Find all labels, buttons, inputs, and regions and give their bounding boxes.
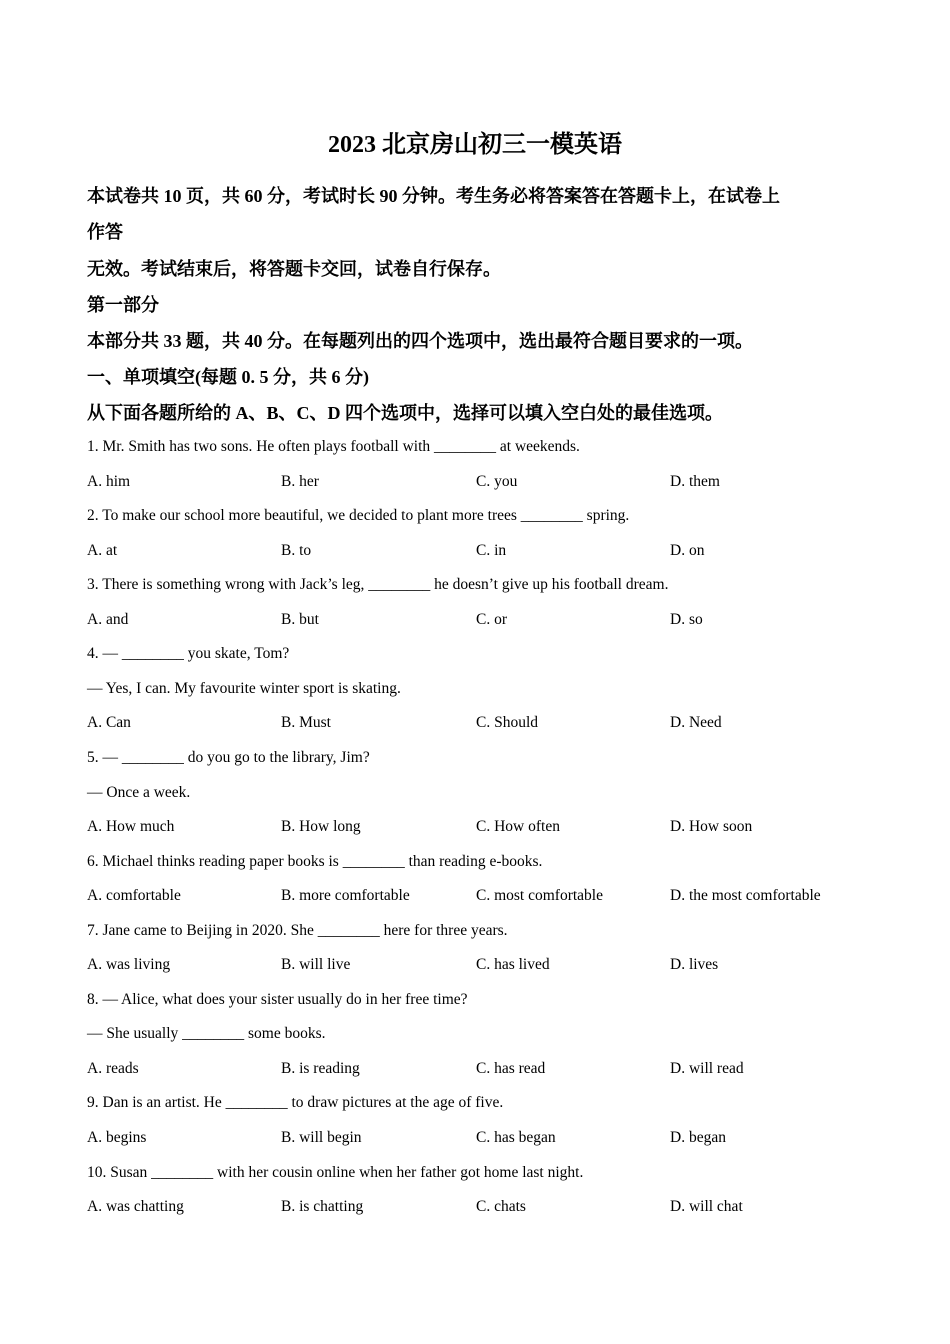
question-stem: 7. Jane came to Beijing in 2020. She ________ here for three years. xyxy=(87,922,508,939)
option-d: D. so xyxy=(670,611,703,628)
option-d: D. will chat xyxy=(670,1198,743,1215)
option-d: D. them xyxy=(670,473,720,490)
option-a: A. How much xyxy=(87,818,175,835)
intro-line-1: 本试卷共 10 页，共 60 分，考试时长 90 分钟。考生务必将答案答在答题卡上，在试卷上 xyxy=(87,186,780,206)
options-row xyxy=(87,1198,907,1220)
question-stem: 3. There is something wrong with Jack’s leg, ________ he doesn’t give up his football dream. xyxy=(87,576,669,593)
option-a: A. at xyxy=(87,542,118,559)
option-b: B. to xyxy=(281,542,312,559)
option-c: C. most comfortable xyxy=(476,887,603,904)
section-heading: 一、单项填空(每题 0. 5 分，共 6 分) xyxy=(87,367,369,387)
option-d: D. Need xyxy=(670,714,722,731)
option-a: A. was chatting xyxy=(87,1198,184,1215)
options-row xyxy=(87,542,907,564)
question-stem: 10. Susan ________ with her cousin online when her father got home last night. xyxy=(87,1164,584,1181)
options-row xyxy=(87,887,907,909)
option-a: A. begins xyxy=(87,1129,147,1146)
intro-line-3: 无效。考试结束后，将答题卡交回，试卷自行保存。 xyxy=(87,259,501,279)
option-d: D. the most comfortable xyxy=(670,887,821,904)
options-row xyxy=(87,1060,907,1082)
section-instruction: 从下面各题所给的 A、B、C、D 四个选项中，选择可以填入空白处的最佳选项。 xyxy=(87,403,723,423)
option-c: C. or xyxy=(476,611,507,628)
question-dialogue-line: — She usually ________ some books. xyxy=(87,1025,326,1042)
option-d: D. began xyxy=(670,1129,726,1146)
option-d: D. How soon xyxy=(670,818,753,835)
exam-title: 2023 北京房山初三一模英语 xyxy=(328,132,622,158)
option-a: A. him xyxy=(87,473,131,490)
question-stem: 5. — ________ do you go to the library, Jim? xyxy=(87,749,370,766)
option-d: D. will read xyxy=(670,1060,744,1077)
options-row xyxy=(87,473,907,495)
options-row xyxy=(87,1129,907,1151)
option-c: C. has read xyxy=(476,1060,546,1077)
option-a: A. Can xyxy=(87,714,131,731)
options-row xyxy=(87,714,907,736)
option-b: B. will begin xyxy=(281,1129,362,1146)
part-description: 本部分共 33 题，共 40 分。在每题列出的四个选项中，选出最符合题目要求的一项。 xyxy=(87,331,753,351)
option-c: C. Should xyxy=(476,714,539,731)
question-dialogue-line: — Once a week. xyxy=(87,784,191,801)
question-stem: 1. Mr. Smith has two sons. He often plays football with ________ at weekends. xyxy=(87,438,580,455)
option-b: B. more comfortable xyxy=(281,887,410,904)
option-d: D. on xyxy=(670,542,705,559)
option-c: C. in xyxy=(476,542,507,559)
option-d: D. lives xyxy=(670,956,719,973)
options-row xyxy=(87,818,907,840)
question-stem: 4. — ________ you skate, Tom? xyxy=(87,645,290,662)
question-stem: 8. — Alice, what does your sister usually do in her free time? xyxy=(87,991,468,1008)
option-c: C. you xyxy=(476,473,518,490)
question-dialogue-line: — Yes, I can. My favourite winter sport is skating. xyxy=(87,680,401,697)
option-b: B. will live xyxy=(281,956,351,973)
option-a: A. reads xyxy=(87,1060,139,1077)
question-stem: 2. To make our school more beautiful, we decided to plant more trees ________ spring. xyxy=(87,507,630,524)
part-heading: 第一部分 xyxy=(87,295,159,315)
question-stem: 6. Michael thinks reading paper books is ________ than reading e-books. xyxy=(87,853,543,870)
option-c: C. chats xyxy=(476,1198,526,1215)
option-b: B. but xyxy=(281,611,319,628)
option-c: C. How often xyxy=(476,818,560,835)
options-row xyxy=(87,611,907,633)
option-b: B. is chatting xyxy=(281,1198,364,1215)
option-b: B. How long xyxy=(281,818,361,835)
option-a: A. was living xyxy=(87,956,171,973)
option-c: C. has began xyxy=(476,1129,556,1146)
option-b: B. her xyxy=(281,473,319,490)
option-b: B. Must xyxy=(281,714,331,731)
options-row xyxy=(87,956,907,978)
option-a: A. comfortable xyxy=(87,887,181,904)
option-c: C. has lived xyxy=(476,956,550,973)
intro-line-2: 作答 xyxy=(87,222,123,242)
option-b: B. is reading xyxy=(281,1060,360,1077)
option-a: A. and xyxy=(87,611,129,628)
question-stem: 9. Dan is an artist. He ________ to draw pictures at the age of five. xyxy=(87,1094,504,1111)
